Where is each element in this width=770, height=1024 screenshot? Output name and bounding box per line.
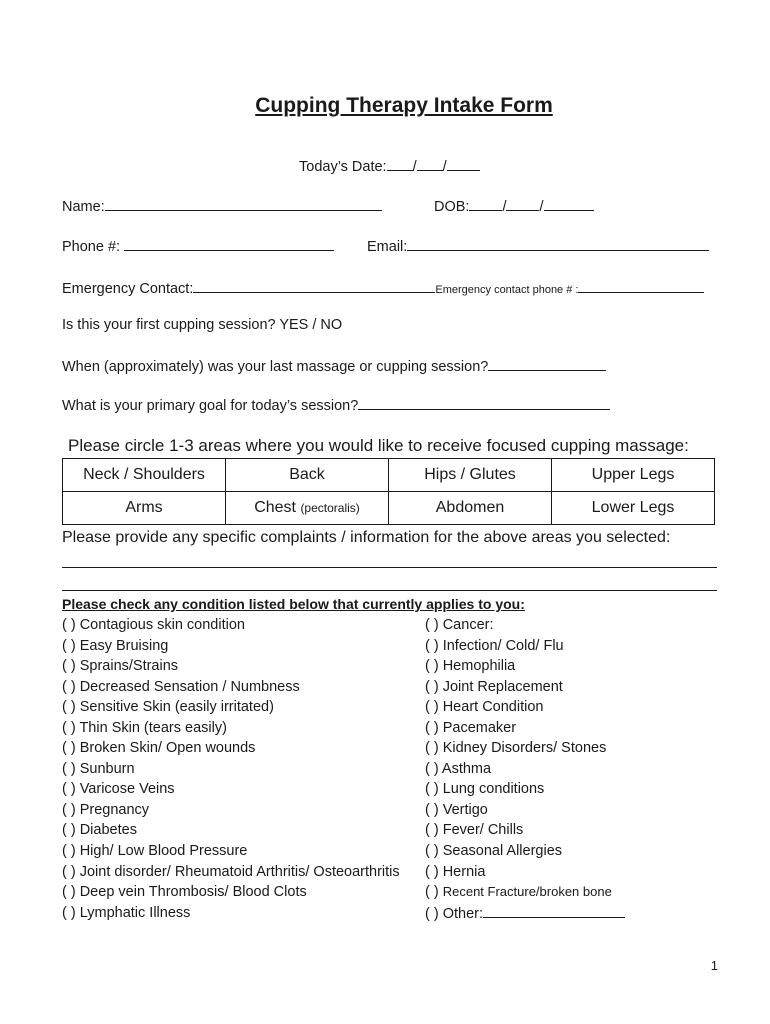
date-day-blank[interactable] — [417, 156, 443, 171]
date-month-blank[interactable] — [387, 156, 413, 171]
first-session-question: Is this your first cupping session? YES / NO — [62, 317, 343, 333]
condition-checkbox: ( ) — [425, 884, 443, 901]
area-chest-note: (pectoralis) — [300, 501, 360, 515]
condition-item[interactable]: ( ) Infection/ Cold/ Flu — [425, 637, 564, 654]
name-label: Name: — [62, 199, 105, 215]
condition-item[interactable]: ( ) Broken Skin/ Open wounds — [62, 740, 256, 757]
condition-item[interactable]: ( ) Joint disorder/ Rheumatoid Arthritis/ Osteoarthritis — [62, 863, 400, 880]
condition-item[interactable]: ( ) Lymphatic Illness — [62, 904, 191, 921]
phone-label: Phone #: — [62, 239, 121, 255]
areas-row — [63, 459, 715, 492]
name-field[interactable] — [105, 196, 382, 211]
condition-item[interactable]: ( ) Asthma — [425, 760, 492, 777]
primary-goal-row — [62, 395, 610, 414]
area-cell[interactable]: Arms — [63, 492, 226, 525]
areas-table — [62, 458, 715, 525]
email-row — [367, 236, 709, 255]
dob-row: DOB: / / — [434, 196, 594, 215]
emergency-contact-label: Emergency Contact: — [62, 281, 194, 297]
condition-item-other[interactable] — [425, 903, 625, 924]
area-cell[interactable]: Lower Legs — [552, 492, 715, 525]
name-row — [62, 196, 382, 215]
area-cell[interactable]: Hips / Glutes — [389, 459, 552, 492]
dob-year-blank[interactable] — [544, 196, 594, 211]
condition-item[interactable]: ( ) Diabetes — [62, 822, 137, 839]
last-massage-field[interactable] — [488, 356, 606, 371]
condition-item[interactable]: ( ) Sunburn — [62, 760, 135, 777]
condition-item[interactable]: ( ) Heart Condition — [425, 699, 544, 716]
primary-goal-field[interactable] — [358, 395, 610, 410]
last-massage-row — [62, 356, 606, 375]
complaints-line-2[interactable] — [62, 590, 717, 591]
other-label: ( ) Other: — [425, 905, 484, 922]
condition-item[interactable]: ( ) Hemophilia — [425, 658, 516, 675]
condition-item[interactable]: ( ) Hernia — [425, 863, 486, 880]
dob-label: DOB: — [434, 199, 470, 215]
todays-date-row: Today’s Date: / / — [299, 156, 480, 175]
email-field[interactable] — [407, 236, 709, 251]
condition-item-recent-fracture[interactable] — [425, 882, 625, 903]
page-number: 1 — [710, 958, 718, 973]
condition-item[interactable]: ( ) Sprains/Strains — [62, 658, 179, 675]
todays-date-label: Today’s Date: — [299, 159, 387, 175]
areas-heading: Please circle 1-3 areas where you would like to receive focused cupping massage: — [68, 436, 689, 455]
condition-item[interactable]: ( ) Decreased Sensation / Numbness — [62, 678, 300, 695]
condition-item[interactable]: ( ) Contagious skin condition — [62, 617, 245, 633]
date-year-blank[interactable] — [447, 156, 480, 171]
area-cell-chest[interactable] — [226, 492, 389, 525]
condition-item[interactable]: ( ) Joint Replacement — [425, 678, 563, 695]
dob-day-blank[interactable] — [506, 196, 539, 211]
area-chest-label: Chest — [254, 499, 296, 516]
condition-item[interactable]: ( ) Thin Skin (tears easily) — [62, 719, 227, 736]
conditions-right-column — [425, 615, 625, 923]
condition-item[interactable]: ( ) Vertigo — [425, 801, 488, 818]
condition-item[interactable]: ( ) High/ Low Blood Pressure — [62, 843, 248, 860]
emergency-contact-field[interactable] — [193, 278, 435, 293]
emergency-contact-row — [62, 278, 704, 297]
other-field[interactable] — [483, 903, 625, 918]
area-cell[interactable]: Neck / Shoulders — [63, 459, 226, 492]
last-massage-question: When (approximately) was your last massage or cupping session? — [62, 359, 489, 375]
dob-month-blank[interactable] — [469, 196, 502, 211]
condition-item[interactable]: ( ) Pacemaker — [425, 719, 517, 736]
complaints-line-1[interactable] — [62, 567, 717, 568]
conditions-left-column — [62, 615, 400, 923]
condition-item[interactable]: ( ) Pregnancy — [62, 801, 150, 818]
conditions-heading: Please check any condition listed below that currently applies to you: — [62, 596, 525, 612]
phone-row — [62, 236, 334, 255]
area-cell[interactable]: Upper Legs — [552, 459, 715, 492]
emergency-phone-label: Emergency contact phone # : — [435, 284, 579, 296]
condition-item[interactable]: ( ) Lung conditions — [425, 781, 545, 798]
condition-item[interactable]: ( ) Sensitive Skin (easily irritated) — [62, 699, 274, 716]
areas-row — [63, 492, 715, 525]
primary-goal-question: What is your primary goal for today’s session? — [62, 398, 359, 414]
recent-fracture-label: Recent Fracture/broken bone — [442, 884, 612, 900]
area-cell[interactable]: Back — [226, 459, 389, 492]
condition-item[interactable]: ( ) Deep vein Thrombosis/ Blood Clots — [62, 884, 307, 901]
condition-item[interactable]: ( ) Kidney Disorders/ Stones — [425, 740, 607, 757]
form-title: Cupping Therapy Intake Form — [255, 94, 553, 117]
condition-item[interactable]: ( ) Easy Bruising — [62, 637, 169, 654]
condition-item[interactable]: ( ) Fever/ Chills — [425, 822, 524, 839]
condition-item[interactable]: ( ) Seasonal Allergies — [425, 843, 563, 860]
phone-field[interactable] — [124, 236, 334, 251]
complaints-prompt: Please provide any specific complaints / information for the above areas you selected: — [62, 529, 671, 546]
email-label: Email: — [367, 239, 408, 255]
condition-item[interactable]: ( ) Cancer: — [425, 617, 494, 633]
emergency-phone-field[interactable] — [578, 278, 704, 293]
condition-item[interactable]: ( ) Varicose Veins — [62, 781, 175, 798]
area-cell[interactable]: Abdomen — [389, 492, 552, 525]
